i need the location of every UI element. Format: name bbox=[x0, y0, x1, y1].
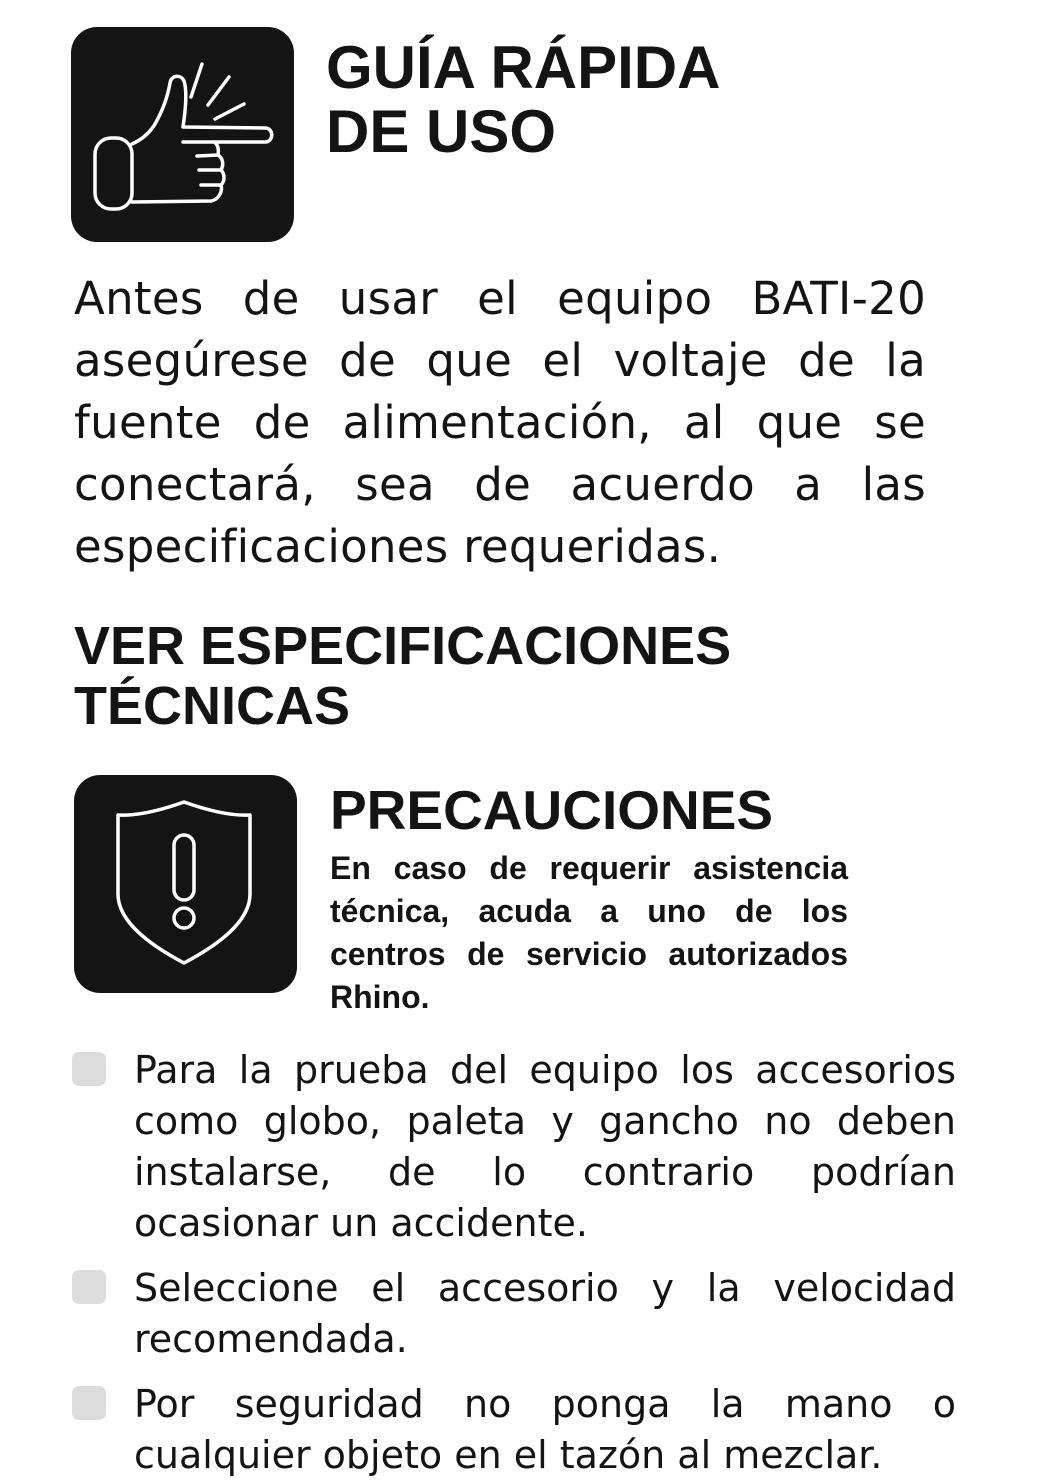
checkbox-icon[interactable] bbox=[72, 1052, 106, 1086]
title-line-1: GUÍA RÁPIDA bbox=[326, 34, 721, 101]
specs-heading bbox=[74, 616, 974, 736]
precautions-text: En caso de requerir asistencia técnica, acuda a uno de los centros de servicio autorizados Rhino. bbox=[330, 850, 848, 1015]
precautions-heading: PRECAUCIONES bbox=[330, 779, 774, 841]
specs-line-2: TÉCNICAS bbox=[74, 676, 351, 736]
intro-paragraph: Antes de usar el equipo BATI-20 asegúrese de que el voltaje de la fuente de alimentación, al que se conectará, sea de acuerdo a las especificaciones requeridas. bbox=[74, 272, 926, 573]
title-line-2: DE USO bbox=[326, 98, 557, 165]
checklist-item-text: Para la prueba del equipo los accesorios como globo, paleta y gancho no deben instalarse, de lo contrario podrían ocasionar un accidente. bbox=[134, 1048, 956, 1245]
checkbox-icon[interactable] bbox=[72, 1270, 106, 1304]
specs-line-1: VER ESPECIFICACIONES bbox=[74, 616, 732, 676]
pointing-hand-icon bbox=[71, 27, 294, 242]
checklist-item bbox=[72, 1045, 956, 1249]
page-title bbox=[326, 36, 926, 164]
checklist-item bbox=[72, 1379, 956, 1481]
precautions-checklist bbox=[72, 1045, 956, 1481]
checklist-item-text: Seleccione el accesorio y la velocidad recomendada. bbox=[134, 1266, 956, 1361]
checkbox-icon[interactable] bbox=[72, 1386, 106, 1420]
shield-warning-icon bbox=[74, 775, 297, 993]
checklist-item bbox=[72, 1263, 956, 1365]
checklist-item-text: Por seguridad no ponga la mano o cualquier objeto en el tazón al mezclar. bbox=[134, 1382, 956, 1477]
